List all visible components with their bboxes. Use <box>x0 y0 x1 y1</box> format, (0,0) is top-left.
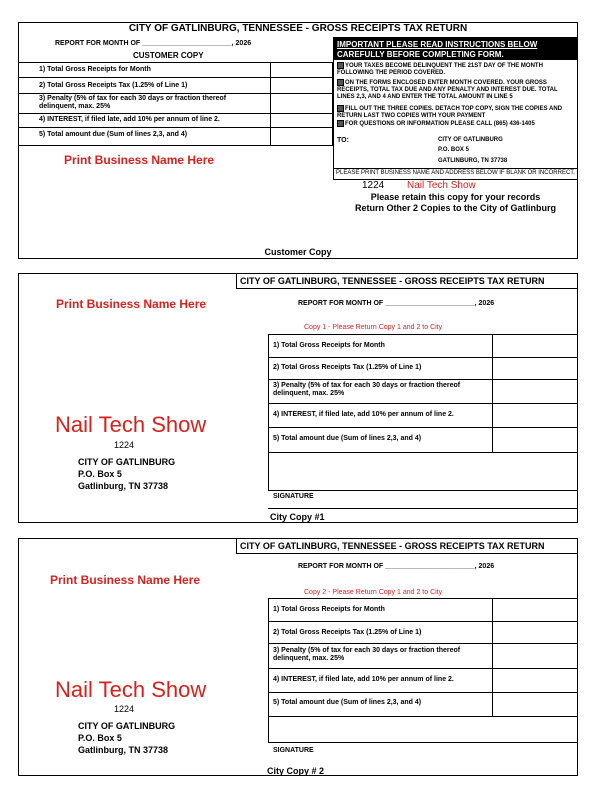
city-copy-2-report-month: REPORT FOR MONTH OF _______________________, 2026 <box>298 563 495 570</box>
customer-copy-title: CITY OF GATLINBURG, TENNESSEE - GROSS RECEIPTS TAX RETURN <box>128 23 468 34</box>
city-copy-2-lines-table <box>268 598 578 743</box>
instruction-text: ON THE FORMS ENCLOSED ENTER MONTH COVERED. YOUR GROSS RECEIPTS, TOTAL TAX DUE AND ANY PENALTY AND INTEREST DUE. TOTAL LINES 2,3, AND 4 AND ENTER THE TOTAL AMOUNT IN LINE 5 <box>337 80 558 100</box>
retain-line-1: Please retain this copy for your records <box>370 192 541 202</box>
customer-row-line <box>18 127 333 128</box>
city-copy-2-line-1: 1) Total Gross Receipts for Month <box>273 606 385 613</box>
customer-line-4: 4) INTEREST, if filed late, add 10% per annum of line 2. <box>39 116 220 123</box>
customer-row-line <box>18 77 333 78</box>
city-copy-2-line-4: 4) INTEREST, if filed late, add 10% per annum of line 2. <box>273 676 454 683</box>
customer-row-line <box>18 113 333 114</box>
city-copy-2-row-line <box>268 692 578 693</box>
retain-line-2: Return Other 2 Copies to the City of Gatlinburg <box>354 203 556 213</box>
city-copy-1-report-month: REPORT FOR MONTH OF _______________________, 2026 <box>298 300 495 307</box>
city-copy-1-line-2: 2) Total Gross Receipts Tax (1.25% of Line 1) <box>273 364 422 371</box>
city-copy-2-footer: City Copy # 2 <box>267 766 325 776</box>
customer-row-line <box>18 93 333 94</box>
to-address-line: P.O. BOX 5 <box>438 147 469 153</box>
city-copy-1-address-line: Gatlinburg, TN 37738 <box>78 481 169 491</box>
checkbox-icon <box>337 120 344 127</box>
instruction-item <box>337 62 572 77</box>
city-copy-2-title-rule <box>236 553 578 554</box>
city-copy-1-row-line <box>268 427 578 428</box>
city-copy-2-account-number: 1224 <box>114 704 135 714</box>
checkbox-icon <box>337 105 344 112</box>
city-copy-2-note: Copy 2 - Please Return Copy 1 and 2 to City <box>304 589 443 596</box>
city-copy-2-address-line: CITY OF GATLINBURG <box>78 721 176 731</box>
print-note: PLEASE PRINT BUSINESS NAME AND ADDRESS BELOW IF BLANK OR INCORRECT. <box>336 170 575 176</box>
checkbox-icon <box>337 79 344 86</box>
city-copy-1-title-rule <box>236 288 578 289</box>
city-copy-2-line-2: 2) Total Gross Receipts Tax (1.25% of Line 1) <box>273 629 422 636</box>
city-copy-2-signature-label: SIGNATURE <box>273 747 314 754</box>
city-copy-2-row-line <box>268 621 578 622</box>
important-line-2: CAREFULLY BEFORE COMPLETING FORM. <box>337 50 504 59</box>
instruction-text: FILL OUT THE THREE COPIES. DETACH TOP COPY, SIGN THE COPIES AND RETURN LAST TWO COPIES WITH YOUR PAYMENT <box>337 106 563 119</box>
city-copy-1-row-line <box>268 357 578 358</box>
city-copy-1-line-3: 3) Penalty (5% of tax for each 30 days or fraction thereof delinquent, max. 25% <box>273 382 461 398</box>
city-copy-2-row-line <box>268 716 578 717</box>
customer-copy-label: CUSTOMER COPY <box>133 51 204 60</box>
city-copy-1-business-name: Nail Tech Show <box>55 412 207 437</box>
instruction-item <box>337 120 572 128</box>
city-copy-1-signature-rule <box>268 508 578 509</box>
city-copy-1-line-5: 5) Total amount due (Sum of lines 2,3, and 4) <box>273 435 422 442</box>
city-copy-1-row-line <box>268 403 578 404</box>
city-copy-2-title-left-rule <box>236 538 237 553</box>
city-copy-2-print-business-name: Print Business Name Here <box>50 573 201 587</box>
to-address-line: GATLINBURG, TN 37738 <box>438 158 508 164</box>
city-copy-1-line-4: 4) INTEREST, if filed late, add 10% per annum of line 2. <box>273 411 454 418</box>
city-copy-1-title: CITY OF GATLINBURG, TENNESSEE - GROSS RECEIPTS TAX RETURN <box>240 276 545 286</box>
instruction-text: YOUR TAXES BECOME DELINQUENT THE 21ST DAY OF THE MONTH FOLLOWING THE PERIOD COVERED. <box>337 63 543 76</box>
instruction-text: FOR QUESTIONS OR INFORMATION PLEASE CALL (865) 436-1405 <box>345 121 535 128</box>
customer-account-number: 1224 <box>362 180 385 191</box>
customer-print-business-name: Print Business Name Here <box>64 153 215 167</box>
city-copy-2-address-line: P.O. Box 5 <box>78 733 122 743</box>
customer-copy-footer: Customer Copy <box>264 247 332 257</box>
important-line-1: IMPORTANT PLEASE READ INSTRUCTIONS BELOW <box>337 40 538 49</box>
city-copy-2-address-line: Gatlinburg, TN 37738 <box>78 745 169 755</box>
city-copy-2-signature-field[interactable] <box>320 745 575 759</box>
city-copy-1-address-line: CITY OF GATLINBURG <box>78 457 176 467</box>
instruction-item <box>337 105 572 120</box>
city-copy-2-line-5: 5) Total amount due (Sum of lines 2,3, and 4) <box>273 699 422 706</box>
customer-line-5: 5) Total amount due (Sum of lines 2,3, and 4) <box>39 131 188 138</box>
city-copy-1-row-line <box>268 452 578 453</box>
city-copy-1-row-line <box>268 379 578 380</box>
print-note-rule <box>333 168 578 169</box>
customer-line-2: 2) Total Gross Receipts Tax (1.25% of Line 1) <box>39 82 188 89</box>
city-copy-2-row-line <box>268 668 578 669</box>
city-copy-2-line-3: 3) Penalty (5% of tax for each 30 days or fraction thereof delinquent, max. 25% <box>273 647 461 663</box>
checkbox-icon <box>337 62 344 69</box>
instruction-item <box>337 79 572 101</box>
city-copy-1-note: Copy 1 - Please Return Copy 1 and 2 to City <box>304 324 443 331</box>
city-copy-1-footer: City Copy #1 <box>270 512 325 522</box>
to-label: TO: <box>337 137 349 144</box>
customer-report-month: REPORT FOR MONTH OF _______________________, 2026 <box>55 40 252 47</box>
city-copy-2-row-line <box>268 643 578 644</box>
city-copy-1-signature-field[interactable] <box>320 491 575 505</box>
city-copy-1-account-number: 1224 <box>114 440 135 450</box>
city-copy-1-address-line: P.O. Box 5 <box>78 469 122 479</box>
city-copy-1-lines-divider <box>492 334 493 452</box>
customer-line-1: 1) Total Gross Receipts for Month <box>39 66 151 73</box>
city-copy-1-title-left-rule <box>236 273 237 288</box>
customer-business-name: Nail Tech Show <box>407 180 476 191</box>
city-copy-2-lines-divider <box>492 598 493 716</box>
customer-lines-divider <box>270 62 271 146</box>
city-copy-2-business-name: Nail Tech Show <box>55 677 207 702</box>
city-copy-2-title: CITY OF GATLINBURG, TENNESSEE - GROSS RECEIPTS TAX RETURN <box>240 541 545 551</box>
city-copy-1-print-business-name: Print Business Name Here <box>56 297 207 311</box>
customer-line-3: 3) Penalty (5% of tax for each 30 days or fraction thereof delinquent, max. 25% <box>39 95 227 111</box>
to-address-line: CITY OF GATLINBURG <box>438 137 503 143</box>
city-copy-1-line-1: 1) Total Gross Receipts for Month <box>273 342 385 349</box>
city-copy-1-signature-label: SIGNATURE <box>273 493 314 500</box>
